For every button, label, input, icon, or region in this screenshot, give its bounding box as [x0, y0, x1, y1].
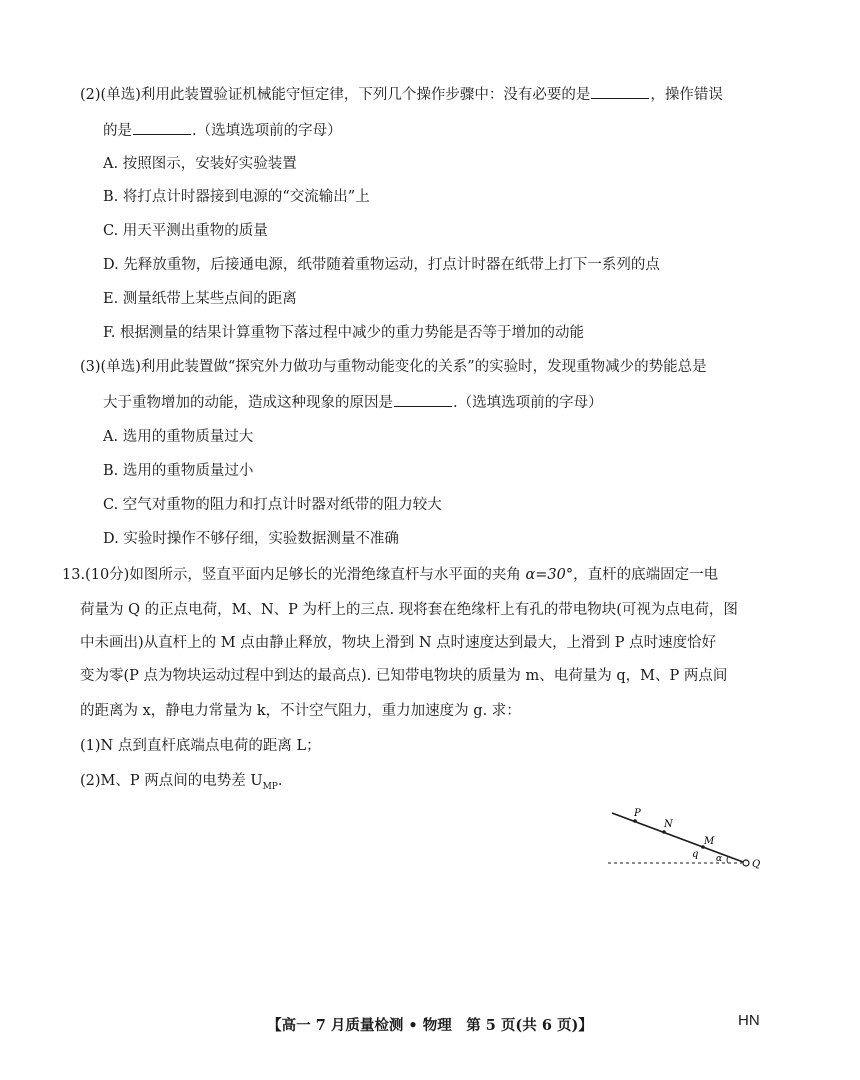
incline-rod-diagram: [604, 800, 774, 875]
point-n-dot: [662, 830, 666, 834]
label-p: P: [634, 808, 641, 819]
q2-option-c: C. 用天平测出重物的质量: [103, 223, 268, 239]
q2-option-f: F. 根据测量的结果计算重物下落过程中减少的重力势能是否等于增加的动能: [103, 325, 585, 341]
page-footer: 【高一 7 月质量检测 • 物理 第 5 页(共 6 页)】: [267, 1017, 593, 1034]
q2-stem-line1: (2)(单选)利用此装置验证机械能守恒定律，下列几个操作步骤中：没有必要的是 ，操作错误: [80, 84, 723, 105]
label-q: q: [692, 849, 699, 860]
q3-option-d: D. 实验时操作不够仔细，实验数据测量不准确: [103, 531, 399, 547]
q13-sub-question-1: (1)N 点到直杆底端点电荷的距离 L；: [80, 738, 321, 754]
answer-blank: [591, 84, 649, 99]
q3-option-a: A. 选用的重物质量过大: [103, 429, 254, 445]
angle-arc: [727, 857, 728, 863]
q2-option-a: A. 按照图示，安装好实验装置: [103, 156, 297, 172]
rod-line: [612, 813, 743, 862]
label-n: N: [664, 819, 673, 830]
q13-stem-line1: 13.(10分)如图所示，竖直平面内足够长的光滑绝缘直杆与水平面的夹角 α=30°，直杆的底端固定一电: [62, 567, 719, 583]
q2-option-e: E. 测量纸带上某些点间的距离: [103, 291, 297, 307]
answer-blank: [133, 120, 191, 135]
q2-option-b: B. 将打点计时器接到电源的“交流输出”上: [103, 189, 370, 205]
paper-code: HN: [738, 1012, 760, 1029]
q13-stem-line4: 变为零(P 点为物块运动过程中到达的最高点). 已知带电物块的质量为 m、电荷量为 q，M、P 两点间: [80, 668, 728, 684]
label-alpha: α: [716, 854, 723, 864]
point-p-dot: [633, 819, 637, 823]
q2-stem-line2: 的是 .（选填选项前的字母）: [103, 120, 342, 141]
q3-stem-line2: 大于重物增加的动能，造成这种现象的原因是 .（选填选项前的字母）: [103, 392, 603, 413]
answer-blank: [394, 392, 452, 407]
q3-option-b: B. 选用的重物质量过小: [103, 463, 254, 479]
label-q-charge: Q: [752, 859, 761, 870]
label-m: M: [704, 836, 715, 847]
q3-option-c: C. 空气对重物的阻力和打点计时器对纸带的阻力较大: [103, 497, 442, 513]
q13-sub-question-2: (2)M、P 两点间的电势差 $U_{MP}$.: [80, 773, 283, 792]
q13-stem-line2: 荷量为 Q 的正点电荷，M、N、P 为杆上的三点. 现将套在绝缘杆上有孔的带电物块(可视为点电荷，图: [80, 602, 738, 618]
q3-stem-line1: (3)(单选)利用此装置做“探究外力做功与重物动能变化的关系”的实验时，发现重物减少的势能总是: [80, 359, 707, 375]
charge-q-circle: [743, 860, 749, 866]
q2-option-d: D. 先释放重物，后接通电源，纸带随着重物运动，打点计时器在纸带上打下一系列的点: [103, 257, 660, 273]
q13-stem-line3: 中未画出)从直杆上的 M 点由静止释放，物块上滑到 N 点时速度达到最大，上滑到 P 点时速度恰好: [80, 635, 717, 651]
q13-stem-line5: 的距离为 x，静电力常量为 k，不计空气阻力，重力加速度为 g. 求：: [80, 703, 521, 719]
